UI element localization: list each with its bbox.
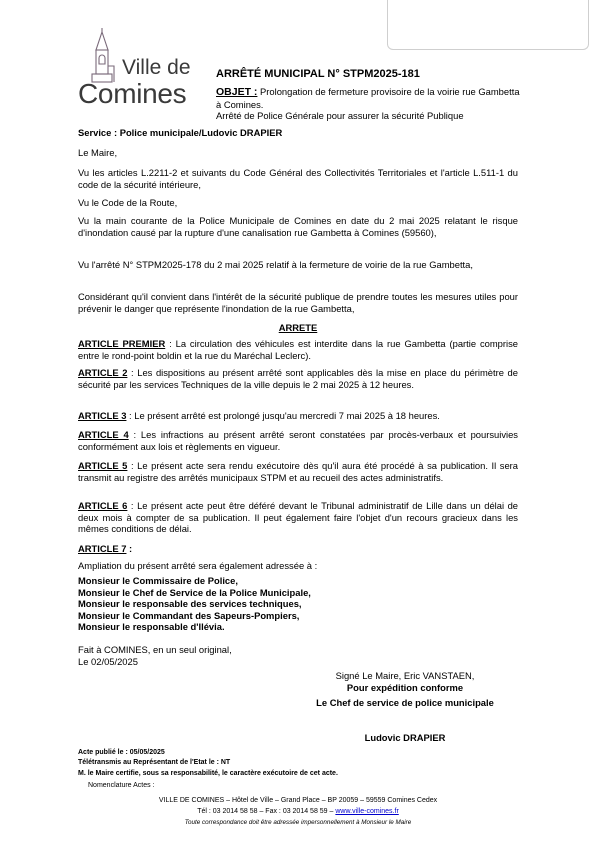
fait-a: Fait à COMINES, en un seul original, bbox=[78, 644, 232, 655]
nomenclature: Nomenclature Actes : bbox=[88, 782, 155, 789]
document-title: ARRÊTÉ MUNICIPAL N° STPM2025-181 bbox=[216, 68, 420, 80]
article-5 bbox=[78, 460, 518, 483]
article-text: : Le présent acte sera rendu exécutoire dès qu'il aura été procédé à sa publication. Il sera transmit au registre des arrêtés municipaux STPM et au recueil des actes administratifs. bbox=[78, 460, 518, 483]
maire-certifie: M. le Maire certifie, sous sa responsabilité, le caractère exécutoire de cet acte. bbox=[78, 770, 338, 777]
article-label: ARTICLE 5 bbox=[78, 460, 128, 471]
considerant: Considérant qu'il convient dans l'intérêt de la sécurité publique de prendre toutes les mesures utiles pour prévenir le danger que représente l'inondation de la rue Gambetta, bbox=[78, 291, 518, 314]
reception-stamp-box bbox=[387, 0, 589, 50]
objet-line1: Prolongation de fermeture provisoire de la voirie rue Gambetta à Comines. bbox=[216, 86, 520, 110]
acte-publie: Acte publié le : 05/05/2025 bbox=[78, 749, 165, 756]
article-text: : Les infractions au présent arrêté seront constatées par procès-verbaux et poursuivies conformément aux lois et règlements en vigueur. bbox=[78, 429, 518, 452]
signature-line-1: Signé Le Maire, Eric VANSTAEN, bbox=[335, 670, 475, 681]
footer-contact bbox=[78, 808, 518, 815]
teletransmis: Télétransmis au Représentant de l'Etat le : NT bbox=[78, 759, 231, 766]
website-link[interactable]: www.ville-comines.fr bbox=[335, 808, 399, 815]
recipient-item: Monsieur le Commissaire de Police, bbox=[78, 575, 238, 586]
article-label: ARTICLE 6 bbox=[78, 500, 128, 511]
article-4 bbox=[78, 429, 518, 452]
date-line: Le 02/05/2025 bbox=[78, 656, 138, 667]
article-label: ARTICLE 4 bbox=[78, 429, 129, 440]
vu-main-courante: Vu la main courante de la Police Municipale de Comines en date du 2 mai 2025 relatant le risque d'inondation causé par la rupture d'une canalisation rue Gambetta à Comines (59560), bbox=[78, 215, 518, 238]
ampliation-recipients bbox=[78, 575, 518, 633]
article-text: : Les dispositions au présent arrêté sont applicables dès la mise en place du périmètre de sécurité par les services Techniques de la ville depuis le 2 mai 2025 à 12 heures. bbox=[78, 367, 518, 390]
signatory-name: Ludovic DRAPIER bbox=[364, 732, 446, 743]
objet-label: OBJET : bbox=[216, 86, 258, 98]
footer-phone-fax: Tél : 03 2014 58 58 – Fax : 03 2014 58 59 – bbox=[197, 808, 336, 815]
le-maire: Le Maire, bbox=[78, 147, 118, 158]
service-line: Service : Police municipale/Ludovic DRAPIER bbox=[78, 127, 283, 138]
article-text: : Le présent arrêté est prolongé jusqu'au mercredi 7 mai 2025 à 18 heures. bbox=[126, 410, 440, 421]
ampliation-intro: Ampliation du présent arrêté sera également adressée à : bbox=[78, 560, 318, 571]
objet-block bbox=[216, 86, 521, 122]
article-text: : La circulation des véhicules est interdite dans la rue Gambetta (partie comprise entre le rond-point boldin et la rue du Maréchal Leclerc). bbox=[78, 338, 518, 361]
recipient-item: Monsieur le responsable d'Ilévia. bbox=[78, 621, 225, 633]
article-3 bbox=[78, 410, 518, 422]
recipient-item: Monsieur le responsable des services techniques, bbox=[78, 598, 302, 610]
article-7 bbox=[78, 543, 518, 555]
article-label: ARTICLE 7 bbox=[78, 543, 127, 554]
recipient-item: Monsieur le Commandant des Sapeurs-Pompiers, bbox=[78, 609, 300, 621]
article-6 bbox=[78, 500, 518, 535]
article-label: ARTICLE PREMIER bbox=[78, 338, 166, 349]
footer-address: VILLE DE COMINES – Hôtel de Ville – Grand Place – BP 20059 – 59559 Comines Cedex bbox=[158, 797, 438, 804]
article-premier bbox=[78, 338, 518, 361]
footer-note: Toute correspondance doit être adressée impersonnellement à Monsieur le Maire bbox=[184, 819, 412, 826]
objet-line2: Arrêté de Police Générale pour assurer la sécurité Publique bbox=[216, 110, 464, 121]
recipient-item: Monsieur le Chef de Service de la Police Municipale, bbox=[78, 586, 311, 598]
logo-comines-text: Comines bbox=[78, 78, 187, 109]
article-label: ARTICLE 3 bbox=[78, 410, 127, 421]
arrete-heading: ARRETE bbox=[278, 322, 318, 333]
vu-code-route: Vu le Code de la Route, bbox=[78, 197, 178, 208]
signature-line-2: Pour expédition conforme bbox=[346, 682, 464, 693]
article-2 bbox=[78, 367, 518, 390]
article-label: ARTICLE 2 bbox=[78, 367, 128, 378]
article-text: : bbox=[126, 543, 133, 554]
logo-ville-text: Ville de bbox=[122, 56, 191, 79]
article-text: : Le présent acte peut être déféré devant le Tribunal administratif de Lille dans un délai de deux mois à compter de sa publication. Il peut également faire l'objet d'un recours gracieux dans les mêmes conditions de délai. bbox=[78, 500, 518, 535]
vu-articles: Vu les articles L.2211-2 et suivants du Code Général des Collectivités Territoriales et l'article L.511-1 du code de la sécurité intérieure, bbox=[78, 167, 518, 190]
signature-line-3: Le Chef de service de police municipale bbox=[316, 697, 494, 708]
vu-arrete: Vu l'arrêté N° STPM2025-178 du 2 mai 2025 relatif à la fermeture de voirie de la rue Gambetta, bbox=[78, 259, 473, 270]
